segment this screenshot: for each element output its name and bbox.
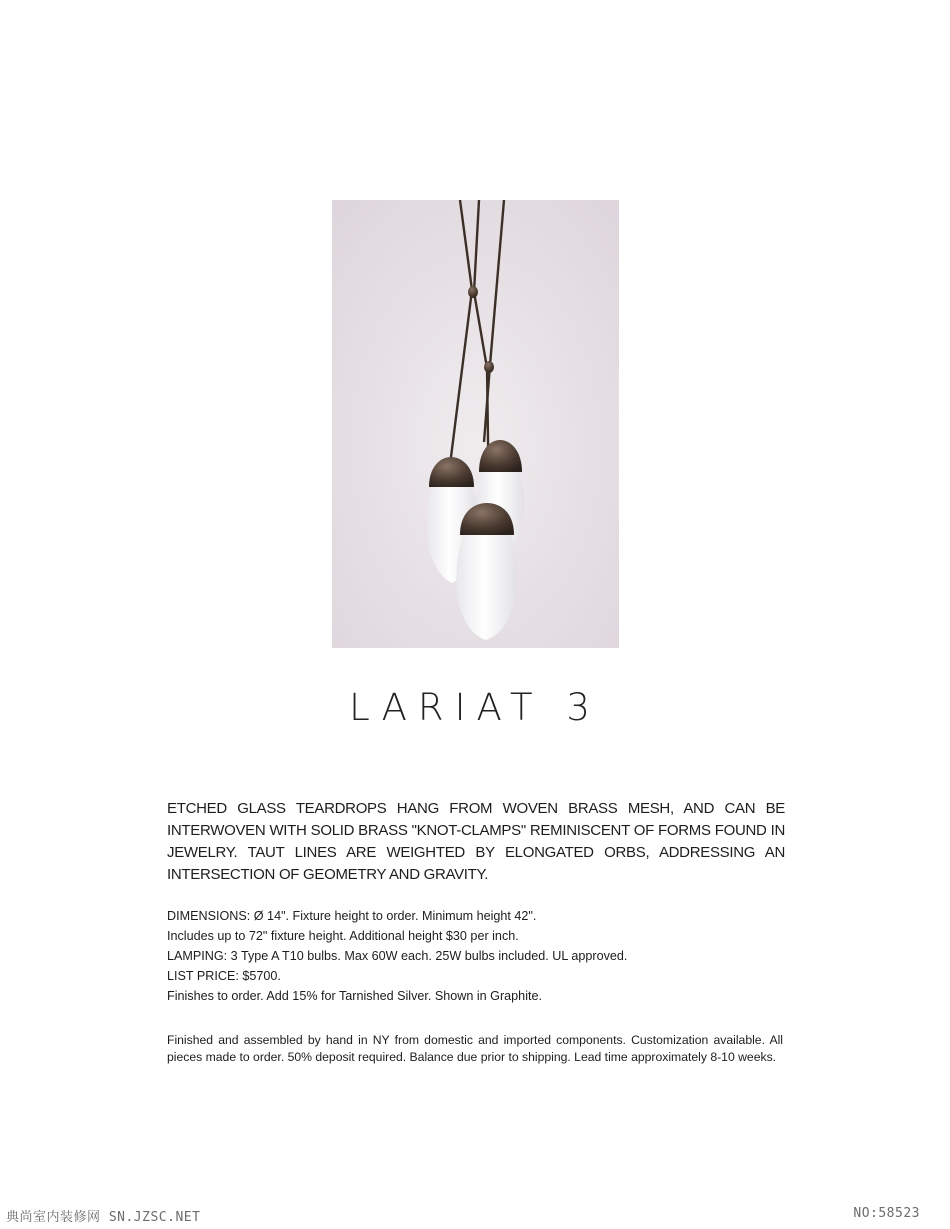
spec-list: [167, 906, 785, 1006]
spec-height-note: Includes up to 72" fixture height. Additional height $30 per inch.: [167, 929, 519, 943]
document-number: NO:58523: [853, 1206, 920, 1221]
pendant-lamp-illustration: [332, 200, 619, 648]
fabrication-note: Finished and assembled by hand in NY from domestic and imported components. Customization available. All pieces made to order. 50% deposit required. Balance due prior to shipping. Lead time approximately 8-10 weeks.: [167, 1033, 783, 1064]
product-photo: [332, 200, 619, 648]
spec-lamping: LAMPING: 3 Type A T10 bulbs. Max 60W each. 25W bulbs included. UL approved.: [167, 949, 628, 963]
product-description: ETCHED GLASS TEARDROPS HANG FROM WOVEN BRASS MESH, AND CAN BE INTERWOVEN WITH SOLID BRASS "KNOT-CLAMPS" REMINISCENT OF FORMS FOUND IN JEWELRY. TAUT LINES ARE WEIGHTED BY ELONGATED ORBS, ADDRESSING AN INTERSECTION OF GEOMETRY AND GRAVITY.: [167, 800, 785, 883]
spec-price: LIST PRICE: $5700.: [167, 969, 281, 983]
spec-finishes: Finishes to order. Add 15% for Tarnished Silver. Shown in Graphite.: [167, 989, 542, 1003]
product-title: LARIAT 3: [349, 686, 601, 729]
spec-dimensions: DIMENSIONS: Ø 14". Fixture height to order. Minimum height 42".: [167, 909, 537, 923]
watermark-text: 典尚室内装修网 SN.JZSC.NET: [6, 1210, 201, 1225]
